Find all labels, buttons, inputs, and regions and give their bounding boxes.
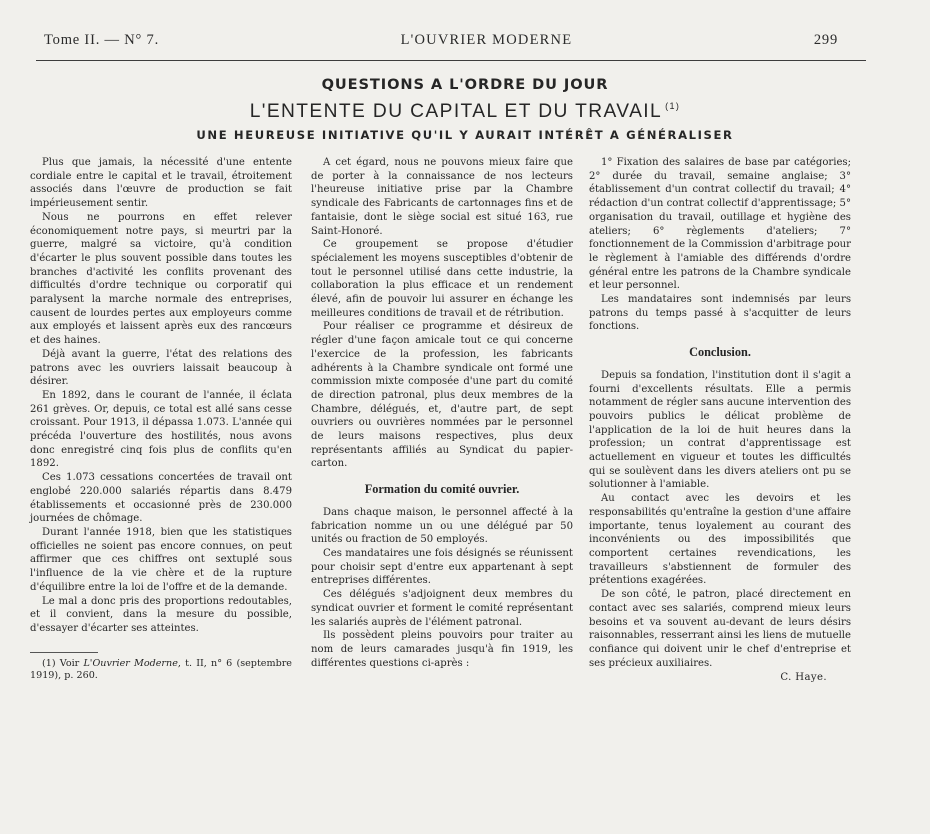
paragraph: Ils possèdent pleins pouvoirs pour traiter au nom de leurs camarades jusqu'à fin 1919, les différentes questions ci-après : <box>311 630 573 669</box>
paragraph: Le mal a donc pris des proportions redoutables, et il convient, dans la mesure du possible, d'essayer d'écarter ses atteintes. <box>30 595 292 634</box>
paragraph: Ces délégués s'adjoignent deux membres du syndicat ouvrier et forment le comité représentant les salariés auprès de l'élément patronal. <box>311 589 573 628</box>
paragraph: En 1892, dans le courant de l'année, il éclata 261 grèves. Or, depuis, ce total est allé sans cesse croissant. Pour 1913, il dépassa 1.073. L'année qui précéda l'ouverture des hostilités, nous avons donc enregistré cinq fois plus de conflits qu'en 1892. <box>30 389 292 470</box>
paragraph: A cet égard, nous ne pouvons mieux faire que de porter à la connaissance de nos lecteurs l'heureuse initiative prise par la Chambre syndicale des Fabricants de cartonnages fins et de fantaisie, dont le siège social est situé 163, rue Saint-Honoré. <box>311 157 573 237</box>
footnote-text: , t. II, n° 6 (septembre 1919), p. 260. <box>30 657 292 682</box>
section-heading: Conclusion. <box>689 345 751 360</box>
paragraph: Les mandataires sont indemnisés par leurs patrons du temps passé à s'acquitter de leurs fonctions. <box>589 294 851 333</box>
title-footnote-marker: (1) <box>665 101 681 111</box>
volume-issue: Tome II. — N° 7. <box>44 31 160 48</box>
article-title <box>0 101 930 123</box>
footnote-rule <box>30 652 98 653</box>
column-left <box>30 156 292 683</box>
article-subtitle: UNE HEUREUSE INITIATIVE QU'IL Y AURAIT INTÉRÊT A GÉNÉRALISER <box>196 128 734 142</box>
paragraph: Au contact avec les devoirs et les responsabilités qu'entraîne la gestion d'une affaire importante, tenus loyalement au courant des inconvénients ou des impossibilités que comportent certaines revendications, les travailleurs s'abstiennent de formuler des prétentions exagérées. <box>589 493 851 587</box>
paragraph: Ce groupement se propose d'étudier spécialement les moyens susceptibles d'obtenir de tout le personnel utilisé dans cette industrie, la collaboration la plus efficace et un rendement élevé, afin de pouvoir lui assurer en échange les meilleures conditions de travail et de rétribution. <box>311 239 573 319</box>
footnote-text: (1) Voir <box>42 657 84 669</box>
paragraph: Nous ne pourrons en effet relever économiquement notre pays, si meurtri par la guerre, malgré sa victoire, qu'à condition d'écarter le plus souvent possible dans toutes les branches d'activité les conflits provenant des difficultés d'ordre technique ou corporatif qui paralysent la marche normale des entreprises, causent de lourdes pertes aux employeurs comme aux employés et laissent après eux des rancœurs et des haines. <box>30 211 292 347</box>
paragraph: De son côté, le patron, placé directement en contact avec ses salariés, comprend mieux leurs besoins et va souvent au-devant de leurs désirs raisonnables, resserrant ainsi les liens de mutuelle confiance qui doivent unir le chef d'entreprise et ses précieux auxiliaires. <box>589 589 851 669</box>
paragraph: Plus que jamais, la nécessité d'une entente cordiale entre le capital et le travail, étroitement associés dans l'œuvre de production se fait impérieusement sentir. <box>30 157 292 210</box>
article-title-text: L'ENTENTE DU CAPITAL ET DU TRAVAIL <box>249 101 663 122</box>
paragraph: Déjà avant la guerre, l'état des relations des patrons avec les ouvriers laissait beaucoup à désirer. <box>30 348 292 388</box>
paragraph: Ces 1.073 cessations concertées de travail ont englobé 220.000 salariés répartis dans 8.479 établissements et occasionné près de 230.000 journées de chômage. <box>30 472 292 525</box>
running-header <box>44 30 838 50</box>
page-number: 299 <box>813 31 838 48</box>
paragraph: Ces mandataires une fois désignés se réunissent pour choisir sept d'entre eux appartenant à sept entreprises différentes. <box>311 547 573 587</box>
header-rule <box>36 60 866 61</box>
paragraph: Dans chaque maison, le personnel affecté à la fabrication nomme un ou une délégué par 50 unités ou fraction de 50 employés. <box>311 506 573 546</box>
journal-title: L'OUVRIER MODERNE <box>400 31 573 48</box>
footnote <box>30 658 292 683</box>
section-kicker: QUESTIONS A L'ORDRE DU JOUR <box>321 76 609 93</box>
column-middle <box>311 156 573 670</box>
paragraph: Pour réaliser ce programme et désireux de régler d'une façon amicale tout ce qui concerne l'exercice de la profession, les fabricants adhérents à la Chambre syndicale ont formé une commission mixte composée d'une part du comité de direction patronal, plus deux membres de la Chambre, délégués, et, d'autre part, de sept ouvriers ou ouvrières nommées par le personnel de leurs maisons respectives, plus deux représentants affiliés au Syndicat du papier-carton. <box>311 321 573 470</box>
section-heading: Formation du comité ouvrier. <box>364 482 520 497</box>
footnote-journal-title: L'Ouvrier Moderne <box>83 657 178 669</box>
paragraph: Durant l'année 1918, bien que les statistiques officielles ne soient pas encore connues, on peut affirmer que ces chiffres ont sextuplé sous l'influence de la vie chère et de la rupture d'équilibre entre la loi de l'offre et de la demande. <box>30 526 292 593</box>
paragraph: 1° Fixation des salaires de base par catégories; 2° durée du travail, semaine anglaise; 3° établissement d'un contrat collectif du travail; 4° rédaction d'un contrat collectif d'apprentissage; 5° organisation du travail, outillage et hygiène des ateliers; 6° règlements d'ateliers; 7° fonctionnement de la Commission d'arbitrage pour le règlement à l'amiable des différends d'ordre général entre les patrons de la Chambre syndicale et leur personnel. <box>589 157 851 292</box>
column-right <box>589 156 851 685</box>
author-signature: C. Haye. <box>780 672 827 684</box>
paragraph: Depuis sa fondation, l'institution dont il s'agit a fourni d'excellents résultats. Elle a permis notamment de régler sans aucune intervention des pouvoirs publics le délicat problème de l'application de la loi de huit heures dans la profession; un contrat d'apprentissage est actuellement en vigueur et toutes les difficultés qui se soulèvent dans les divers ateliers ont pu se solutionner à l'amiable. <box>589 369 851 491</box>
